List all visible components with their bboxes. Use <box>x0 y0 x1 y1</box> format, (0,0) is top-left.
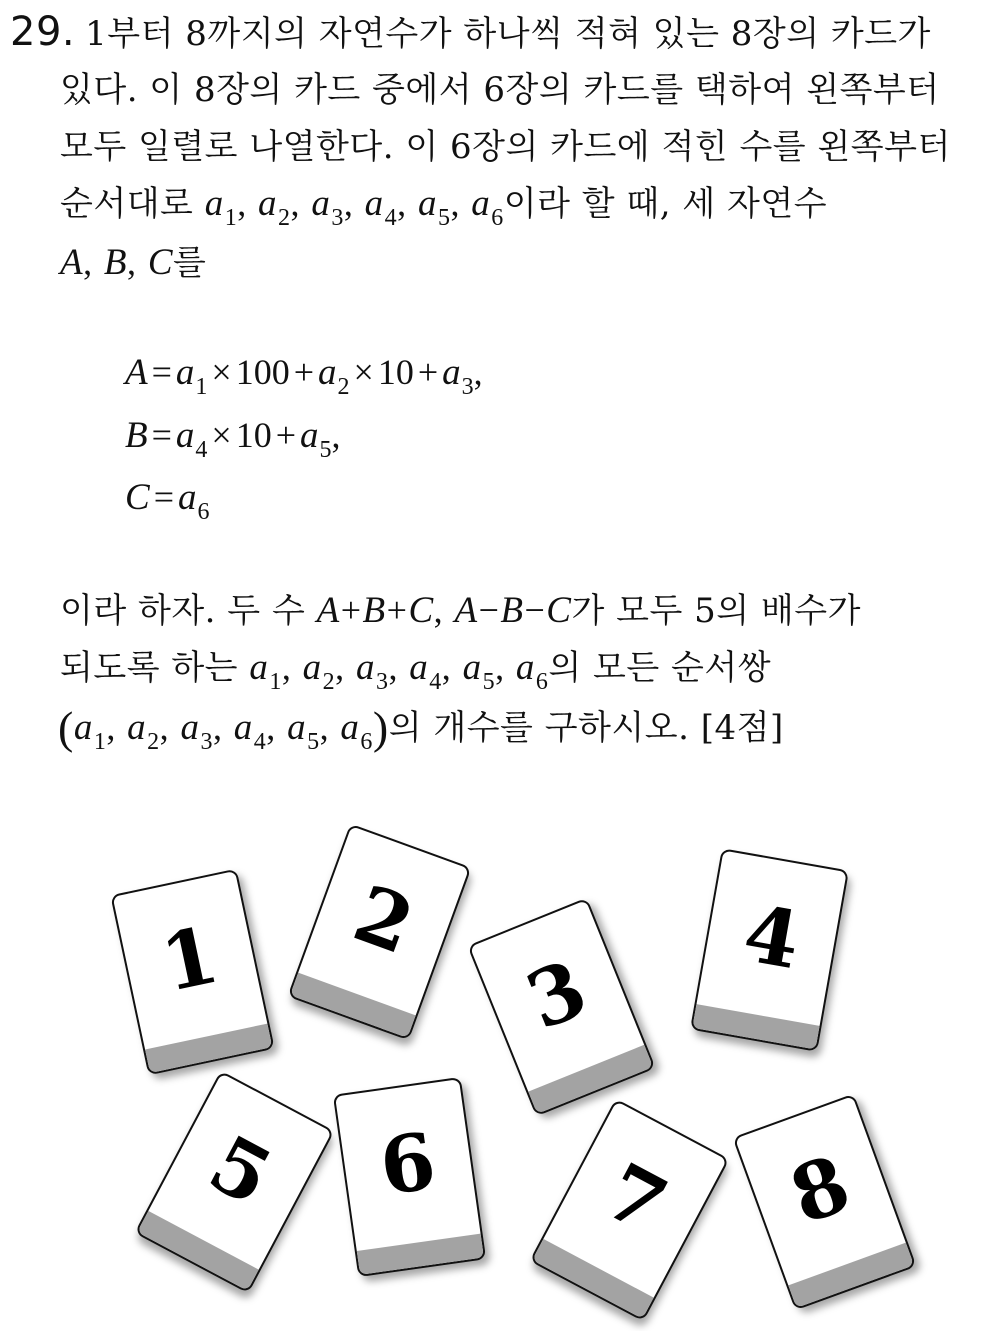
problem-text-line-2: 있다. 이 8장의 카드 중에서 6장의 카드를 택하여 왼쪽부터 <box>60 70 940 110</box>
card-number: 7 <box>590 1146 681 1252</box>
var-a1: $a_1$ <box>204 183 238 231</box>
problem-number: 29. <box>10 9 76 55</box>
cards-illustration <box>0 800 1006 1331</box>
card-number: 4 <box>737 888 807 988</box>
problem-text-line-1: 1부터 8까지의 자연수가 하나씩 적혀 있는 8장의 카드가 <box>85 14 931 54</box>
problem-line-6: 이라 하자. 두 수 A+B+C, A−B−C가 모두 5의 배수가 <box>60 590 861 631</box>
card-3 <box>467 898 656 1117</box>
card-number: 5 <box>195 1118 286 1224</box>
text-prefix: 순서대로 <box>60 184 194 224</box>
card-number: 1 <box>153 909 226 1010</box>
problem-line-3 <box>60 127 951 167</box>
text-suffix: 의 개수를 구하시오. <box>388 708 690 748</box>
card-number: 6 <box>374 1115 441 1214</box>
card-number: 3 <box>514 943 600 1048</box>
card-2 <box>287 823 471 1040</box>
card-stripe <box>357 1234 484 1275</box>
points-label: [4점] <box>700 708 784 748</box>
var-a6: $a_6$ <box>471 183 504 231</box>
problem-line-7: 되도록 하는 $a_1$, $a_2$, $a_3$, $a_4$, $a_5$, $a_6$의 모든 순서쌍 <box>60 647 772 695</box>
problem-line-4: 순서대로 $a_1$, $a_2$, $a_3$, $a_4$, $a_5$, $a_6$이라 할 때, 세 자연수 <box>60 183 828 231</box>
problem-text-line-3: 모두 일렬로 나열한다. 이 6장의 카드에 적힌 수를 왼쪽부터 <box>60 127 951 167</box>
card-stripe <box>788 1243 914 1308</box>
text-prefix: 이라 하자. 두 수 <box>60 591 306 631</box>
equation-C: $C = a_6$ <box>125 477 210 525</box>
var-a2: $a_2$ <box>258 183 291 231</box>
problem-line-1 <box>10 9 931 55</box>
card-stripe <box>528 1045 653 1114</box>
problem-line-8: ($a_1$, $a_2$, $a_3$, $a_4$, $a_5$, $a_6$)의 개수를 구하시오. [4점] <box>58 702 784 755</box>
card-number: 8 <box>779 1138 862 1243</box>
card-5 <box>134 1070 334 1293</box>
var-A: A <box>60 242 84 283</box>
text-prefix: 되도록 하는 <box>60 648 239 688</box>
var-a3: $a_3$ <box>311 183 344 231</box>
var-B: B <box>103 242 128 283</box>
card-stripe <box>145 1024 272 1073</box>
card-4 <box>690 848 849 1052</box>
var-a4: $a_4$ <box>364 183 398 231</box>
text-suffix: 이라 할 때, 세 자연수 <box>503 184 828 224</box>
card-stripe <box>290 973 416 1038</box>
problem-line-2 <box>60 70 940 110</box>
card-7 <box>529 1098 729 1321</box>
equation-A: $A = a_1 \times 100 + a_2 \times 10 + a_3$, <box>125 352 483 400</box>
card-1 <box>110 869 274 1076</box>
card-stripe <box>692 1004 819 1049</box>
var-C: C <box>147 242 174 283</box>
text-suffix: 가 모두 5의 배수가 <box>571 591 861 631</box>
problem-line-5: A, B, C를 <box>60 242 207 283</box>
equation-B: $B = a_4 \times 10 + a_5$, <box>125 415 341 463</box>
card-6 <box>333 1077 486 1277</box>
text-suffix: 를 <box>173 243 207 283</box>
card-number: 2 <box>342 868 425 973</box>
text-suffix: 의 모든 순서쌍 <box>548 648 772 688</box>
card-8 <box>732 1093 916 1310</box>
var-a5: $a_5$ <box>417 183 451 231</box>
